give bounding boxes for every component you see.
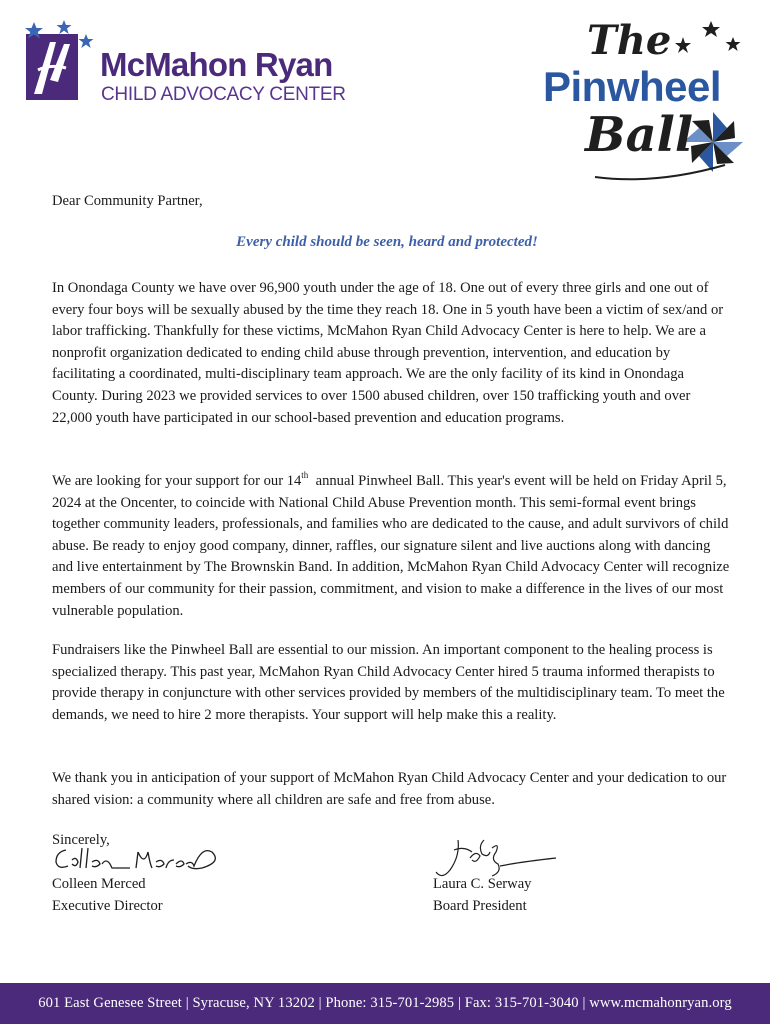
signatory-2-name: Laura C. Serway	[433, 876, 532, 892]
signatory-2	[433, 874, 531, 917]
closing: Sincerely,	[52, 832, 110, 848]
signatory-1	[52, 874, 163, 917]
footer-bar	[0, 983, 770, 1024]
paragraph-1	[52, 278, 732, 429]
signatory-1-name: Colleen Merced	[52, 876, 146, 892]
event-logo	[535, 15, 765, 190]
paragraph-2-rest: annual Pinwheel Ball. This year's event will be held on Friday April 5, 2024 at the Oncenter, to coincide with National Child Abuse Prevention month. This semi-formal event brings together community leaders, professionals, and families who are dedicated to the cause, and adult survivors of child abuse. Be ready to enjoy good company, dinner, raffles, our signature silent and live auctions along with dancing and live entertainment by The Brownskin Band. In addition, McMahon Ryan Child Advocacy Center will recognize members of our community for their passion, commitment, and vision to make a difference in the lives of our most vulnerable population.	[52, 473, 733, 619]
event-logo-ball: Ball	[585, 107, 694, 163]
paragraph-3	[52, 640, 732, 726]
salutation: Dear Community Partner,	[52, 193, 203, 209]
signature-colleen-merced	[52, 842, 227, 876]
footer-contact-info: 601 East Genesee Street | Syracuse, NY 13202 | Phone: 315-701-2985 | Fax: 315-701-3040 | www.mcmahonryan.org	[38, 995, 732, 1011]
signatory-1-title: Executive Director	[52, 897, 163, 914]
signatory-2-title: Board President	[433, 897, 527, 914]
paragraph-2-text	[52, 471, 732, 622]
event-logo-pinwheel: Pinwheel	[543, 63, 722, 110]
ordinal-suffix: th	[301, 470, 309, 480]
paragraph-4	[52, 768, 732, 811]
paragraph-2	[52, 471, 732, 622]
paragraph-2-start: We are looking for your support for our 14	[52, 473, 302, 489]
event-logo-the: The	[587, 17, 672, 64]
paragraph-4-text: We thank you in anticipation of your support of McMahon Ryan Child Advocacy Center and your dedication to our shared vision: a community where all children are safe and free from abuse.	[52, 770, 727, 808]
org-logo	[20, 20, 346, 110]
paragraph-1-text: In Onondaga County we have over 96,900 youth under the age of 18. One out of every three girls and one out of every four boys will be sexually abused by the time they reach 18. One in 5 youth have been a victim of sex/and or labor trafficking. Thankfully for these victims, McMahon Ryan Child Advocacy Center is here to help. We are a nonprofit organization dedicated to ending child abuse through prevention, intervention, and education by facilitating a coordinated, multi-disciplinary team approach. We are the only facility of its kind in Onondaga County. During 2023 we provided services to over 1500 abused children, over 150 trafficking youth and over 22,000 youth have participated in our school-based prevention and education programs.	[52, 280, 724, 426]
org-logo-name: McMahon Ryan	[100, 46, 333, 83]
org-logo-subtitle: CHILD ADVOCACY CENTER	[101, 84, 346, 105]
tagline: Every child should be seen, heard and protected!	[236, 234, 538, 250]
paragraph-3-text: Fundraisers like the Pinwheel Ball are essential to our mission. An important component to the healing process is specialized therapy. This past year, McMahon Ryan Child Advocacy Center hired 5 trauma informed therapists to provide therapy in conjuncture with other services provided by members of the multidisciplinary team. To meet the demands, we need to hire 2 more therapists. Your support will help make this a reality.	[52, 642, 725, 723]
org-logo-mark	[20, 20, 100, 110]
